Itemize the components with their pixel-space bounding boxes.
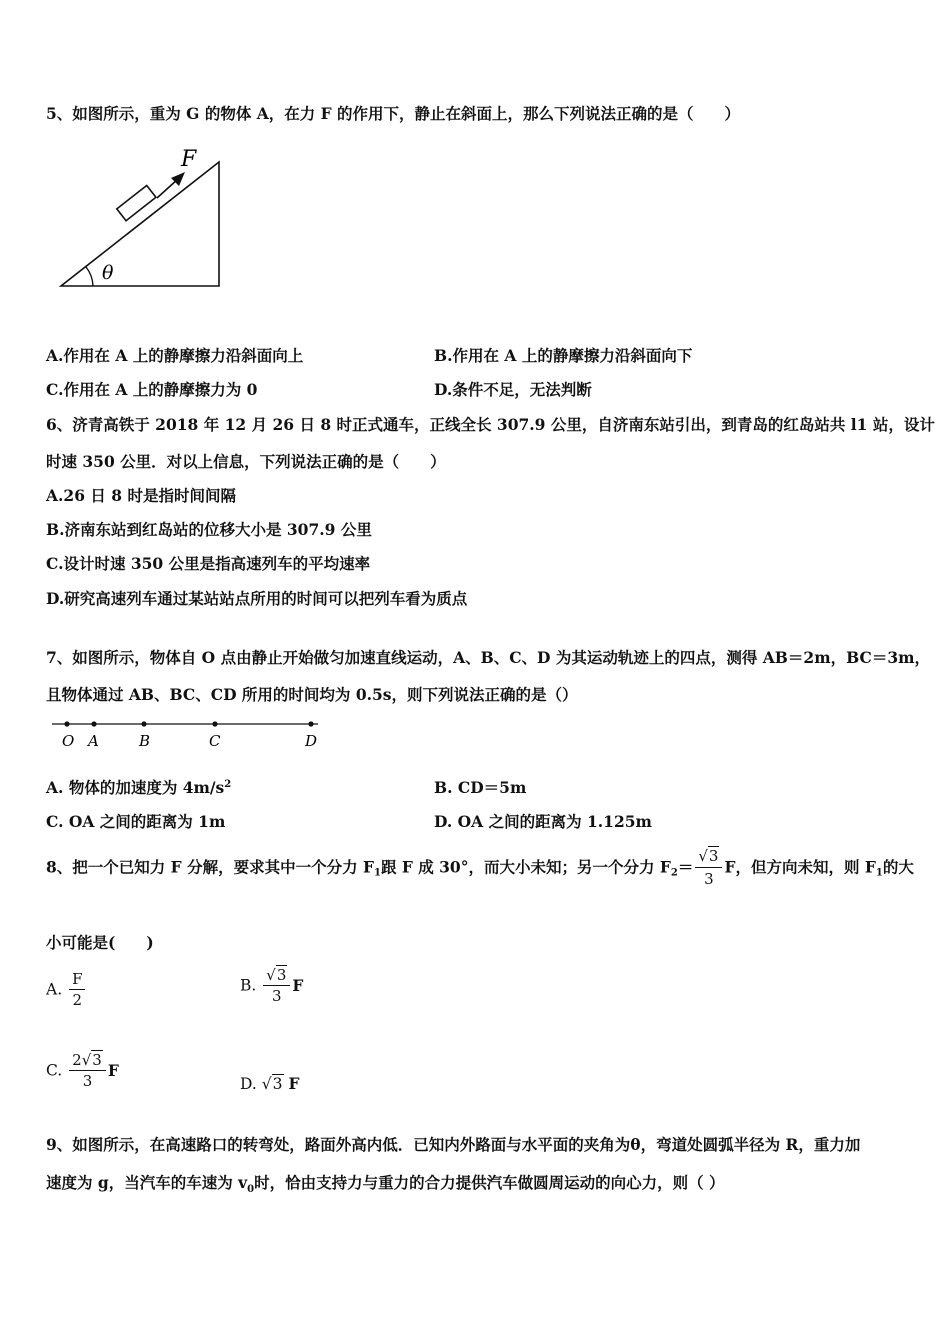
q8-stem-line1: 8、把一个已知力 F 分解，要求其中一个分力 $F_1$跟 F 成 30°，而大小未知；另一个分力 $F_2=$ $\frac{√3}{3}$ F，但方向未知，则 $F_1$的大 — [46, 847, 914, 888]
q8-option-c: C. $\frac{2√3}{3}$ F — [46, 1051, 119, 1090]
angle-arc — [86, 267, 93, 286]
point-c — [212, 721, 217, 726]
q5-option-d: D.条件不足，无法判断 — [434, 380, 592, 399]
label-b: B — [139, 732, 151, 750]
label-d: D — [305, 732, 318, 750]
q6-option-c: C.设计时速 350 公里是指高速列车的平均速率 — [46, 554, 371, 573]
q7-stem-line1: 7、如图所示，物体自 O 点由静止开始做匀加速直线运动，A、B、C、D 为其运动轨迹上的四点，测得 AB＝2m，BC＝3m， — [46, 648, 931, 667]
q7-stem-line2: 且物体通过 AB、BC、CD 所用的时间均为 0.5s，则下列说法正确的是（） — [46, 685, 578, 704]
q9-stem-line2: 速度为 g，当汽车的车速为 $v_0$时，恰由支持力与重力的合力提供汽车做圆周运动的向心力，则（ ） — [46, 1173, 725, 1196]
q6-option-a: A.26 日 8 时是指时间间隔 — [46, 486, 236, 505]
q8-stem-line2: 小可能是( ) — [46, 933, 154, 952]
point-a — [91, 721, 96, 726]
q6-stem-line2: 时速 350 公里．对以上信息，下列说法正确的是（ ） — [46, 452, 446, 471]
q5-incline-figure — [55, 140, 235, 295]
incline-triangle — [61, 162, 219, 286]
q8-option-d: D. √3 F — [240, 1074, 300, 1093]
q5-option-a: A.作用在 A 上的静摩擦力沿斜面向上 — [46, 346, 304, 365]
q7-option-d: D. OA 之间的距离为 1.125m — [434, 812, 652, 831]
q6-option-b: B.济南东站到红岛站的位移大小是 307.9 公里 — [46, 520, 372, 539]
q5-option-c: C.作用在 A 上的静摩擦力为 0 — [46, 380, 258, 399]
label-a: A — [88, 732, 99, 750]
label-c: C — [209, 732, 221, 750]
force-label: F — [181, 147, 197, 172]
point-o — [64, 721, 69, 726]
q7-option-b: B. CD＝5m — [434, 778, 527, 797]
q8-option-a: A. $\frac{F}{2}$ — [46, 970, 87, 1009]
q5-stem: 5、如图所示，重为 G 的物体 A，在力 F 的作用下，静止在斜面上，那么下列说法正确的是（ ） — [46, 104, 741, 123]
angle-label: θ — [102, 262, 114, 284]
q9-stem-line1: 9、如图所示，在高速路口的转弯处，路面外高内低．已知内外路面与水平面的夹角为θ，弯道处圆弧半径为 R，重力加 — [46, 1135, 861, 1154]
point-b — [141, 721, 146, 726]
q7-track-figure — [46, 712, 326, 754]
q6-stem-line1: 6、济青高铁于 2018 年 12 月 26 日 8 时正式通车，正线全长 307.9 公里，自济南东站引出，到青岛的红岛站共 l1 站，设计 — [46, 415, 935, 434]
point-d — [308, 721, 313, 726]
q6-option-d: D.研究高速列车通过某站站点所用的时间可以把列车看为质点 — [46, 589, 468, 608]
q5-option-b: B.作用在 A 上的静摩擦力沿斜面向下 — [434, 346, 693, 365]
q7-option-c: C. OA 之间的距离为 1m — [46, 812, 226, 831]
q8-option-b: B. $\frac{√3}{3}$ F — [240, 966, 304, 1005]
label-o: O — [62, 732, 75, 750]
q7-option-a: A. 物体的加速度为 $4m/s^2$ — [46, 778, 232, 797]
